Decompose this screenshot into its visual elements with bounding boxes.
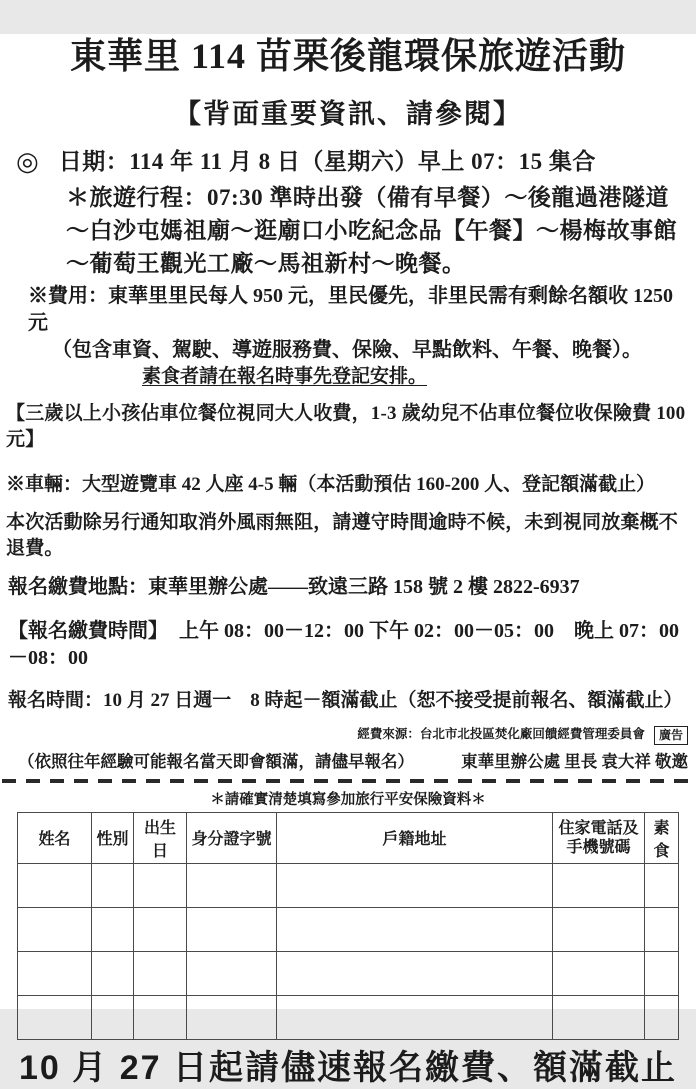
vegetarian-note: 素食者請在報名時事先登記安排。 bbox=[142, 366, 428, 387]
dashed-separator bbox=[2, 779, 694, 783]
table-header-id-number: 身分證字號 bbox=[187, 812, 277, 863]
itinerary-line-3: ～葡萄王觀光工廠～馬祖新村～晚餐。 bbox=[66, 251, 466, 276]
table-header-address: 戶籍地址 bbox=[277, 812, 553, 863]
insurance-instruction: ＊請確實清楚填寫參加旅行平安保險資料＊ bbox=[210, 791, 486, 808]
form-cell bbox=[92, 863, 134, 907]
registration-start-line: 報名時間：10 月 27 日週一 8 時起－額滿截止（恕不接受提前報名、額滿截止） bbox=[8, 690, 683, 711]
form-cell bbox=[553, 907, 645, 951]
form-cell bbox=[553, 863, 645, 907]
registration-hours-label: 【報名繳費時間】 bbox=[8, 620, 168, 642]
table-header-row bbox=[18, 812, 679, 863]
registration-location: 報名繳費地點：東華里辦公處——致遠三路 158 號 2 樓 2822-6937 bbox=[8, 576, 580, 598]
experience-note: （依照往年經驗可能報名當天即會額滿，請儘早報名） bbox=[18, 751, 414, 771]
vehicle-info: ※車輛：大型遊覽車 42 人座 4-5 輛（本活動預估 160-200 人、登記額滿截止） bbox=[6, 474, 656, 495]
form-cell bbox=[277, 995, 553, 1039]
funding-source-row bbox=[0, 724, 688, 745]
form-cell bbox=[553, 995, 645, 1039]
form-cell bbox=[277, 863, 553, 907]
itinerary-block bbox=[66, 181, 688, 280]
backside-note: 【背面重要資訊、請參閱】 bbox=[174, 99, 522, 129]
form-cell bbox=[18, 951, 92, 995]
form-cell bbox=[187, 907, 277, 951]
form-cell bbox=[134, 951, 187, 995]
form-cell bbox=[277, 951, 553, 995]
child-policy-note: 【三歲以上小孩佔車位餐位視同大人收費，1-3 歲幼兒不佔車位餐位收保險費 100 元】 bbox=[6, 403, 686, 450]
weather-policy: 本次活動除另行通知取消外風雨無阻，請遵守時間逾時不候，未到視同放棄概不退費。 bbox=[6, 512, 679, 559]
fee-inclusions: （包含車資、駕駛、導遊服務費、保險、早點飲料、午餐、晚餐）。 bbox=[52, 339, 642, 361]
form-cell bbox=[92, 907, 134, 951]
itinerary-line-1: ＊旅遊行程：07:30 準時出發（備有早餐）～後龍過港隧道 bbox=[66, 185, 669, 210]
form-cell bbox=[18, 995, 92, 1039]
funding-source: 經費來源：台北市北投區焚化廠回饋經費管理委員會 bbox=[357, 727, 645, 741]
form-cell bbox=[134, 863, 187, 907]
form-cell bbox=[645, 907, 679, 951]
form-cell bbox=[553, 951, 645, 995]
form-empty-row bbox=[18, 863, 679, 907]
itinerary-line-2: ～白沙屯媽祖廟～逛廟口小吃紀念品【午餐】～楊梅故事館 bbox=[66, 218, 677, 243]
form-empty-row bbox=[18, 951, 679, 995]
form-cell bbox=[187, 863, 277, 907]
closing-row bbox=[18, 751, 688, 773]
form-cell bbox=[277, 907, 553, 951]
registration-hours-value: 上午 08：00－12：00 下午 02：00－05：00 晚上 07：00－08：00 bbox=[8, 620, 679, 669]
form-cell bbox=[134, 995, 187, 1039]
form-cell bbox=[645, 863, 679, 907]
form-cell bbox=[645, 995, 679, 1039]
date-row bbox=[16, 146, 688, 178]
form-cell bbox=[92, 951, 134, 995]
double-circle-bullet-icon: ◎ bbox=[16, 147, 39, 176]
form-empty-row bbox=[18, 907, 679, 951]
registration-hours-row bbox=[8, 618, 692, 672]
form-cell bbox=[645, 951, 679, 995]
ad-badge: 廣告 bbox=[654, 726, 688, 745]
table-header-name: 姓名 bbox=[18, 812, 92, 863]
registration-table bbox=[17, 812, 679, 1040]
table-header-vegetarian: 素食 bbox=[645, 812, 679, 863]
table-header-gender: 性別 bbox=[92, 812, 134, 863]
deadline-banner: 10 月 27 日起請儘速報名繳費、額滿截止 bbox=[19, 1048, 677, 1087]
form-cell bbox=[18, 863, 92, 907]
event-title: 東華里 114 苗栗後龍環保旅遊活動 bbox=[69, 36, 626, 76]
form-cell bbox=[92, 995, 134, 1039]
form-cell bbox=[134, 907, 187, 951]
flyer-document bbox=[0, 34, 696, 1087]
form-empty-row bbox=[18, 995, 679, 1039]
date-line: 日期：114 年 11 月 8 日（星期六）早上 07：15 集合 bbox=[58, 149, 596, 174]
form-cell bbox=[187, 951, 277, 995]
form-cell bbox=[18, 907, 92, 951]
form-cell bbox=[187, 995, 277, 1039]
inviter-signature: 東華里辦公處 里長 袁大祥 敬邀 bbox=[461, 751, 688, 771]
table-header-phone: 住家電話及手機號碼 bbox=[553, 812, 645, 863]
fee-line: ※費用：東華里里民每人 950 元，里民優先，非里民需有剩餘名額收 1250 元 bbox=[28, 285, 673, 334]
table-header-birthdate: 出生日 bbox=[134, 812, 187, 863]
